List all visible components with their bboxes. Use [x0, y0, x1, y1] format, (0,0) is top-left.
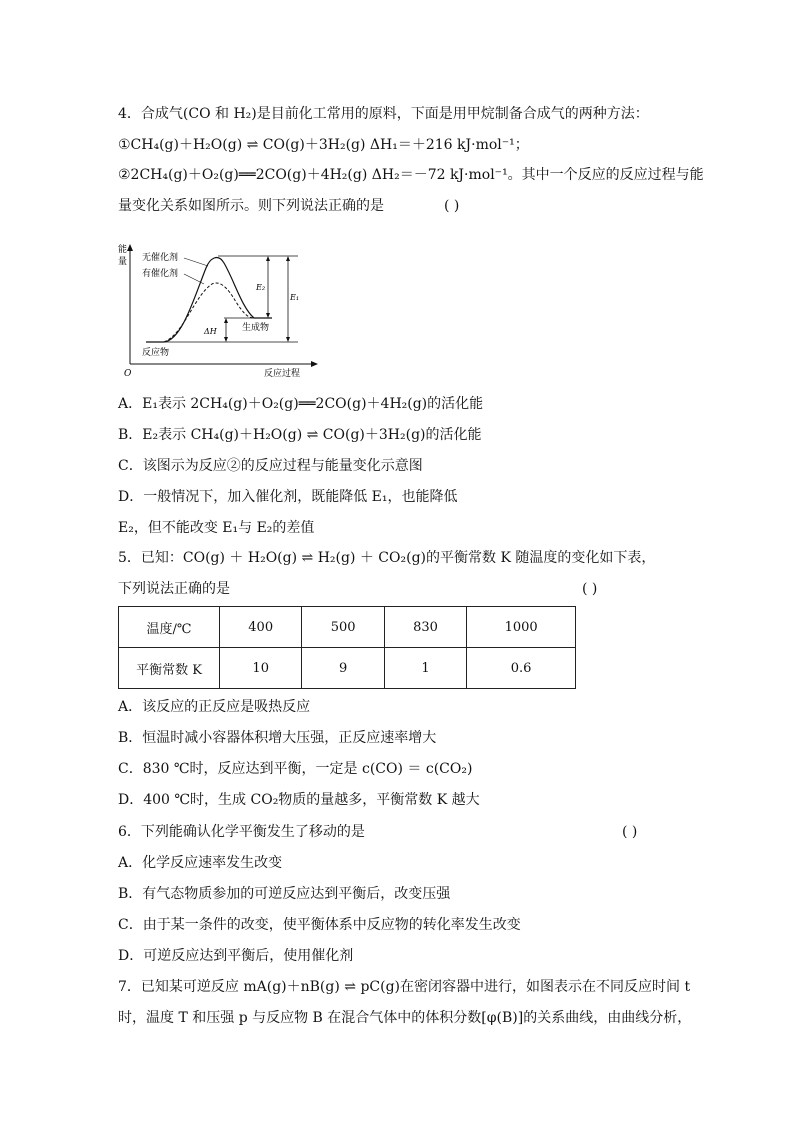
energy-profile-diagram [116, 236, 326, 381]
equilibrium-constant-table [118, 606, 576, 689]
q7-stem-line1: 7．已知某可逆反应 mA(g)＋nB(g) ⇌ pC(g)在密闭容器中进行，如图表示在不同反应时间 t [118, 979, 691, 995]
table-row [119, 607, 576, 648]
delta-h-arrow-head-top [224, 318, 228, 323]
q6-option-c: C．由于某一条件的改变，使平衡体系中反应物的转化率发生改变 [118, 917, 521, 933]
delta-h-arrow-head-bottom [224, 337, 228, 342]
q5-answer-bracket: ( ) [582, 581, 598, 597]
q4-option-b: B．E₂表示 CH₄(g)＋H₂O(g) ⇌ CO(g)＋3H₂(g)的活化能 [118, 427, 482, 443]
q5-stem-line1: 5．已知：CO(g) ＋ H₂O(g) ⇌ H₂(g) ＋ CO₂(g)的平衡常数 K 随温度的变化如下表， [118, 550, 656, 566]
q4-option-d-line2: E₂，但不能改变 E₁与 E₂的差值 [118, 520, 315, 536]
label-with-catalyst: 有催化剂 [142, 269, 179, 279]
label-e1: E₁ [290, 293, 300, 302]
table-header-cell: 平衡常数 K [119, 648, 220, 689]
e2-arrow-head-bottom [266, 313, 270, 318]
q5-stem-line2: 下列说法正确的是 [118, 581, 230, 597]
q7-stem-line2: 时，温度 T 和压强 p 与反应物 B 在混合气体中的体积分数[φ(B)]的关系曲线，由曲线分析， [118, 1010, 692, 1026]
e1-arrow-head-bottom [286, 337, 290, 342]
table-cell: 500 [302, 607, 384, 648]
q6-option-b: B．有气态物质参加的可逆反应达到平衡后，改变压强 [118, 886, 451, 902]
label-leader-uncatalyzed [184, 258, 208, 266]
q4-answer-bracket: ( ) [444, 198, 460, 214]
q6-answer-bracket: ( ) [622, 824, 638, 840]
label-e2: E₂ [256, 283, 266, 292]
q4-stem-line2: 量变化关系如图所示。则下列说法正确的是 [118, 198, 384, 214]
q5-option-a: A．该反应的正反应是吸热反应 [118, 699, 311, 715]
label-leader-catalyzed [184, 274, 204, 284]
q4-method-1: ①CH₄(g)＋H₂O(g) ⇌ CO(g)＋3H₂(g) ΔH₁＝＋216 kJ·mol⁻¹； [118, 137, 529, 153]
table-cell: 1000 [467, 607, 576, 648]
x-axis-arrow [311, 361, 318, 367]
q5-option-d: D．400 ℃时，生成 CO₂物质的量越多，平衡常数 K 越大 [118, 792, 480, 808]
q4-option-d-line1: D．一般情况下，加入催化剂，既能降低 E₁，也能降低 [118, 489, 458, 505]
table-cell: 0.6 [467, 648, 576, 689]
label-reactant: 反应物 [142, 348, 170, 358]
y-axis-label-1: 能 [118, 245, 128, 255]
q6-stem: 6．下列能确认化学平衡发生了移动的是 [118, 824, 365, 840]
q6-option-a: A．化学反应速率发生改变 [118, 855, 283, 871]
x-axis-label: 反应过程 [264, 369, 301, 379]
y-axis-label-2: 量 [118, 257, 128, 267]
q4-option-a: A．E₁表示 2CH₄(g)＋O₂(g)══2CO(g)＋4H₂(g)的活化能 [118, 396, 484, 412]
q5-option-b: B．恒温时减小容器体积增大压强，正反应速率增大 [118, 730, 437, 746]
table-cell: 830 [384, 607, 466, 648]
e1-arrow-head-top [286, 256, 290, 261]
label-no-catalyst: 无催化剂 [142, 253, 179, 263]
q6-option-d: D．可逆反应达到平衡后，使用催化剂 [118, 948, 354, 964]
table-cell: 400 [220, 607, 302, 648]
label-product: 生成物 [242, 323, 270, 333]
q4-option-c: C．该图示为反应②的反应过程与能量变化示意图 [118, 458, 423, 474]
q4-stem-line1: 4．合成气(CO 和 H₂)是目前化工常用的原料，下面是用甲烷制备合成气的两种方法： [118, 106, 649, 122]
table-cell: 1 [384, 648, 466, 689]
q5-option-c: C．830 ℃时，反应达到平衡，一定是 c(CO) ＝ c(CO₂) [118, 761, 473, 777]
e2-arrow-head-top [266, 256, 270, 261]
table-row [119, 648, 576, 689]
y-axis-arrow [127, 244, 133, 251]
table-cell: 10 [220, 648, 302, 689]
q4-method-2: ②2CH₄(g)＋O₂(g)══2CO(g)＋4H₂(g) ΔH₂＝－72 kJ·mol⁻¹。其中一个反应的反应过程与能 [118, 167, 704, 183]
origin-label: O [124, 369, 132, 379]
label-delta-h: ΔH [204, 327, 217, 336]
table-cell: 9 [302, 648, 384, 689]
table-header-cell: 温度/℃ [119, 607, 220, 648]
